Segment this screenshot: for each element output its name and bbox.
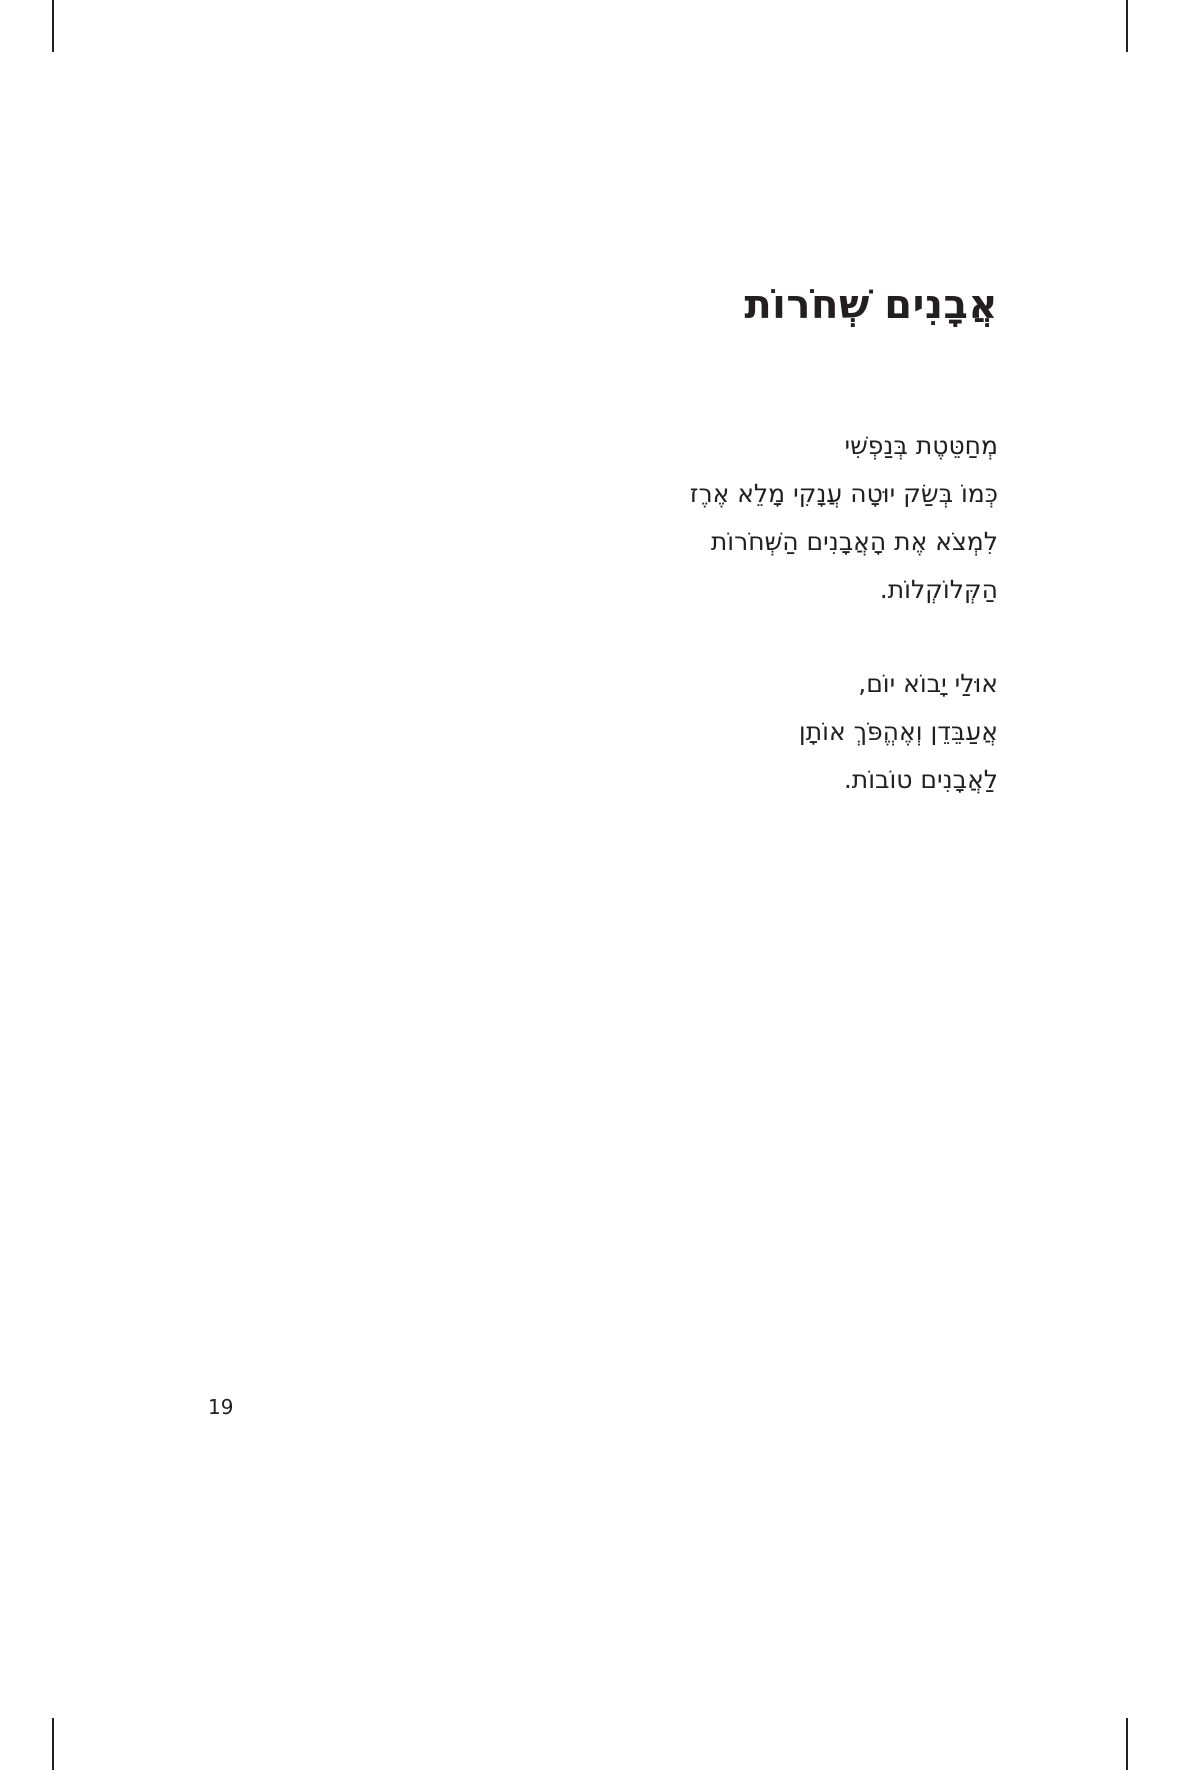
- poem-stanza-1: [298, 422, 998, 614]
- poem-line: אוּלַי יָבוֹא יוֹם,: [858, 669, 998, 698]
- poem-block: [298, 280, 998, 804]
- crop-mark-top-right: [1126, 0, 1128, 52]
- poem-line: כְּמוֹ בְּשַׂק יוּטָה עֲנָקִי מָלֵא אֶרֶז: [689, 479, 998, 508]
- page-number: 19: [208, 1395, 234, 1419]
- poem-line: לִמְצֹא אֶת הָאֲבָנִים הַשְּׁחֹרוֹת: [710, 527, 998, 556]
- poem-stanza-2: [298, 660, 998, 804]
- poem-line: מְחַטֵּטֶת בְּנַפְשִׁי: [844, 431, 998, 460]
- crop-mark-bottom-right: [1126, 1718, 1128, 1770]
- crop-mark-bottom-left: [52, 1718, 54, 1770]
- poem-line: לַאֲבָנִים טוֹבוֹת.: [843, 765, 998, 794]
- crop-mark-top-left: [52, 0, 54, 52]
- poem-line: הַקְּלוֹקְלוֹת.: [879, 575, 998, 604]
- poem-line: אֲעַבֵּדֵן וְאֶהֱפֹּךְ אוֹתָן: [798, 717, 998, 746]
- poem-title: אֲבָנִים שְׁחֹרוֹת: [744, 282, 998, 328]
